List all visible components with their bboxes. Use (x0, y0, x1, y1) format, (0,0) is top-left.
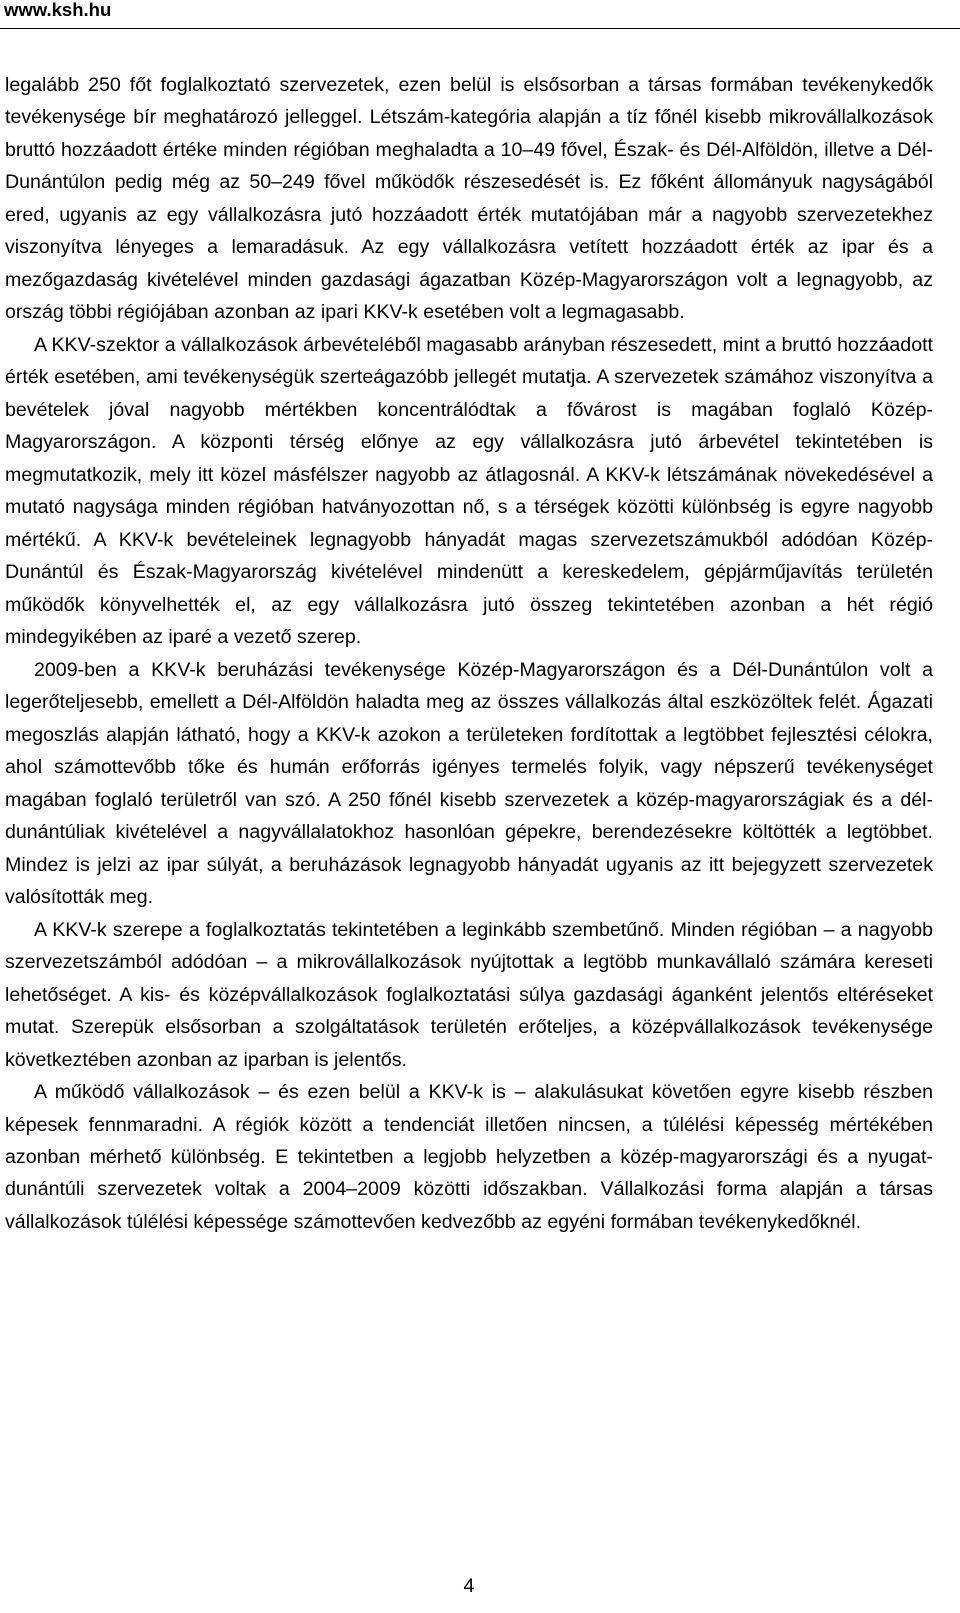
site-url[interactable]: www.ksh.hu (4, 0, 112, 20)
header-divider (0, 28, 960, 29)
paragraph-4: A KKV-k szerepe a foglalkoztatás tekintetében a leginkább szembetűnő. Minden régióban – a nagyobb szervezetszámból adódóan – a mikrovállalkozások nyújtottak a legtöbb munkavállaló számára kereseti lehetőséget. A kis- és középvállalkozások foglalkoztatási súlya gazdasági áganként jelentős eltéréseket mutat. Szerepük elsősorban a szolgáltatások területén erőteljes, a középvállalkozások tevékenysége következtében azonban az iparban is jelentős. (5, 918, 933, 1071)
page-number: 4 (463, 1575, 475, 1597)
paragraph-5: A működő vállalkozások – és ezen belül a KKV-k is – alakulásukat követően egyre kisebb részben képesek fennmaradni. A régiók között a tendenciát illetően nincsen, a túlélési képesség mértékében azonban mérhető különbség. E tekintetben a legjobb helyzetben a közép-magyarországi és a nyugat-dunántúli szervezetek voltak a 2004–2009 közötti időszakban. Vállalkozási forma alapján a társas vállalkozások túlélési képessége számottevően kedvezőbb az egyéni formában tevékenykedőknél. (5, 1081, 933, 1233)
document-body (5, 69, 933, 1238)
paragraph-3: 2009-ben a KKV-k beruházási tevékenysége Közép-Magyarországon és a Dél-Dunántúlon volt a legerőteljesebb, emellett a Dél-Alföldön haladta meg az összes vállalkozás által eszközöltek felét. Ágazati megoszlás alapján látható, hogy a KKV-k azokon a területeken fordítottak a legtöbbet fejlesztési célokra, ahol számottevőbb tőke és humán erőforrás igényes termelés folyik, vagy népszerű tevékenységet magában foglaló területről van szó. A 250 főnél kisebb szervezetek a közép-magyarországiak és a dél-dunántúliak kivételével a nagyvállalatokhoz hasonlóan gépekre, berendezésekre költötték a legtöbbet. Mindez is jelzi az ipar súlyát, a beruházások legnagyobb hányadát ugyanis az itt bejegyzett szervezetek valósították meg. (5, 658, 933, 909)
paragraph-1: legalább 250 főt foglalkoztató szervezetek, ezen belül is elsősorban a társas formában tevékenykedők tevékenysége bír meghatározó jelleggel. Létszám-kategória alapján a tíz főnél kisebb mikrovállalkozások bruttó hozzáadott értéke minden régióban meghaladta a 10–49 fővel, Észak- és Dél-Alföldön, illetve a Dél-Dunántúlon pedig még az 50–249 fővel működők részesedését is. Ez főként állományuk nagyságából ered, ugyanis az egy vállalkozásra jutó hozzáadott érték mutatójában már a nagyobb szervezetekhez viszonyítva lényeges a lemaradásuk. Az egy vállalkozásra vetített hozzáadott érték az ipar és a mezőgazdaság kivételével minden gazdasági ágazatban Közép-Magyarországon volt a legnagyobb, az ország többi régiójában azonban az ipari KKV-k esetében volt a legmagasabb. (5, 74, 933, 324)
paragraph-2: A KKV-szektor a vállalkozások árbevételéből magasabb arányban részesedett, mint a bruttó hozzáadott érték esetében, ami tevékenységük szerteágazóbb jellegét mutatja. A szervezetek számához viszonyítva a bevételek jóval nagyobb mértékben koncentrálódtak a fővárost is magában foglaló Közép-Magyarországon. A központi térség előnye az egy vállalkozásra jutó árbevétel tekintetében is megmutatkozik, mely itt közel másfélszer nagyobb az átlagosnál. A KKV-k létszámának növekedésével a mutató nagysága minden régióban hatványozottan nő, s a térségek közötti különbség is egyre nagyobb mértékű. A KKV-k bevételeinek legnagyobb hányadát magas szervezetszámukból adódóan Közép-Dunántúl és Észak-Magyarország kivételével mindenütt a kereskedelem, gépjárműjavítás területén működők könyvelhették el, az egy vállalkozásra jutó összeg tekintetében azonban a hét régió mindegyikében az iparé a vezető szerep. (5, 333, 933, 649)
